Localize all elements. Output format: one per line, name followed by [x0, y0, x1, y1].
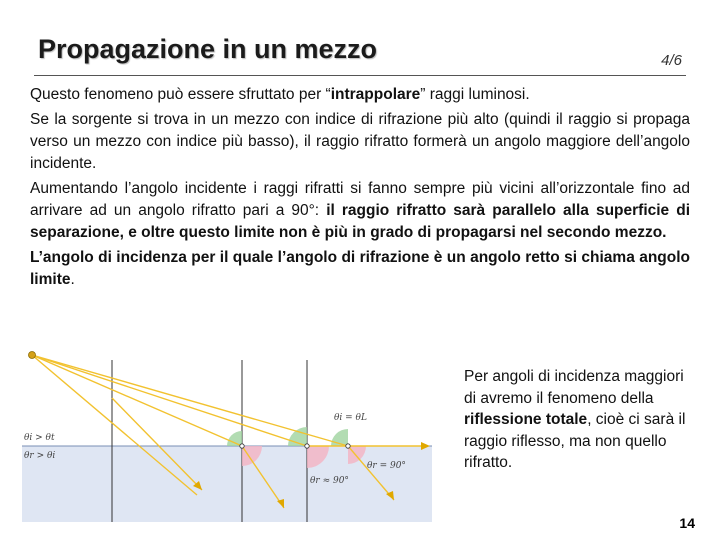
slide-title: Propagazione in un mezzo	[38, 34, 378, 64]
side-note-text-end: , cioè ci sarà il raggio riflesso, ma non quello rifratto.	[464, 411, 686, 472]
incident-ray-3	[32, 355, 348, 446]
p4-text-end: .	[70, 271, 75, 288]
page-number: 14	[679, 515, 695, 531]
lower-medium	[22, 446, 432, 522]
label-theta-limit: θi = θL	[334, 413, 367, 423]
refraction-diagram	[22, 350, 432, 522]
incidence-point-3	[346, 444, 350, 448]
p1-bold: intrappolare	[330, 86, 421, 103]
angle-arc-green-1	[227, 431, 242, 446]
side-note	[464, 366, 689, 474]
p3-bold: il raggio rifratto sarà parallelo alla superficie di separazione, e oltre questo limite non è più in grado di propagarsi nel secondo mezzo.	[30, 202, 691, 241]
label-theta-r-90: θr = 90°	[367, 461, 406, 471]
paragraph-1	[30, 84, 690, 106]
incidence-point-1	[240, 444, 244, 448]
light-source	[29, 352, 36, 359]
title-divider	[34, 75, 686, 76]
paragraph-2: Se la sorgente si trova in un mezzo con indice di rifrazione più alto (quindi il raggio si propaga verso un mezzo con indice più basso), il raggio rifratto formerà un angolo maggiore dell’angolo incidente.	[30, 111, 690, 172]
body-text	[30, 84, 690, 294]
paragraph-4	[30, 247, 690, 291]
incidence-point-2	[305, 444, 309, 448]
label-theta-r-approx-90: θr ≈ 90°	[310, 476, 349, 486]
p4-bold: L’angolo di incidenza per il quale l’angolo di rifrazione è un angolo retto si chiama angolo limite	[30, 249, 690, 288]
paragraph-3	[30, 178, 690, 244]
p3-text: Aumentando l’angolo incidente i raggi rifratti si fanno sempre più vicini all’orizzontale fino ad arrivare ad un angolo rifratto pari a 90°:	[30, 180, 690, 219]
label-theta-i-gt-theta-t: θi > θt	[24, 433, 55, 443]
p1-text-end: ” raggi luminosi.	[420, 86, 530, 103]
label-theta-r-gt-theta-i: θr > θi	[24, 451, 56, 461]
p1-text: Questo fenomeno può essere sfruttato per “	[30, 86, 331, 103]
incident-ray-2	[32, 355, 307, 446]
incident-ray-1	[32, 355, 242, 446]
page-indicator: 4/6	[661, 52, 682, 69]
side-note-bold: riflessione totale	[464, 411, 588, 429]
side-note-text: Per angoli di incidenza maggiori di avremo il fenomeno della	[464, 368, 684, 407]
